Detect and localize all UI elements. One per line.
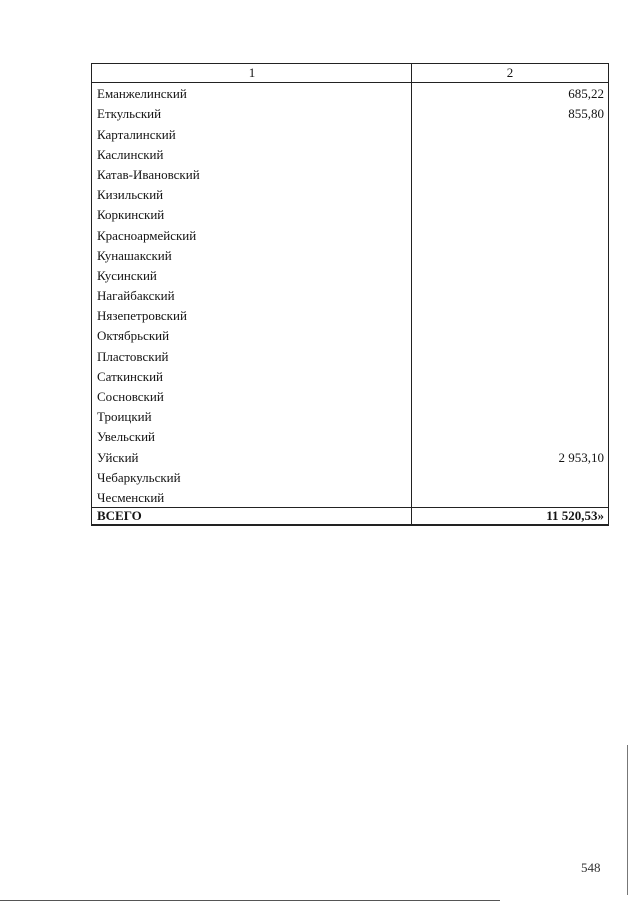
district-name: Кизильский (92, 184, 412, 204)
total-row (92, 507, 609, 525)
district-value (412, 467, 609, 487)
district-name: Коркинский (92, 204, 412, 224)
district-name: Увельский (92, 426, 412, 446)
total-value: 11 520,53» (412, 507, 609, 525)
district-name: Карталинский (92, 123, 412, 143)
table-row (92, 245, 609, 265)
table-row (92, 83, 609, 104)
district-value (412, 265, 609, 285)
table-row (92, 325, 609, 345)
district-name: Чебаркульский (92, 467, 412, 487)
table-row (92, 265, 609, 285)
table-row (92, 305, 609, 325)
district-value (412, 426, 609, 446)
column-header-2: 2 (412, 64, 609, 83)
table-row (92, 204, 609, 224)
district-name: Сосновский (92, 386, 412, 406)
table-row (92, 164, 609, 184)
district-value (412, 406, 609, 426)
total-label: ВСЕГО (92, 507, 412, 525)
district-name: Чесменский (92, 487, 412, 508)
district-value (412, 184, 609, 204)
district-name: Нагайбакский (92, 285, 412, 305)
table-row (92, 426, 609, 446)
table-row (92, 467, 609, 487)
district-name: Октябрьский (92, 325, 412, 345)
table-row (92, 345, 609, 365)
district-value: 685,22 (412, 83, 609, 104)
district-value (412, 204, 609, 224)
district-name: Каслинский (92, 144, 412, 164)
table-row (92, 446, 609, 466)
table-row (92, 123, 609, 143)
table-row (92, 487, 609, 508)
district-value (412, 487, 609, 508)
district-name: Уйский (92, 446, 412, 466)
district-value (412, 366, 609, 386)
district-value (412, 325, 609, 345)
district-value (412, 123, 609, 143)
district-value: 855,80 (412, 103, 609, 123)
page-number: 548 (581, 860, 601, 875)
district-name: Красноармейский (92, 224, 412, 244)
district-value (412, 345, 609, 365)
district-value (412, 305, 609, 325)
table-row (92, 406, 609, 426)
district-value (412, 245, 609, 265)
district-name: Саткинский (92, 366, 412, 386)
district-name: Нязепетровский (92, 305, 412, 325)
table-row (92, 184, 609, 204)
district-value (412, 144, 609, 164)
district-value (412, 285, 609, 305)
table-row (92, 285, 609, 305)
table-row (92, 144, 609, 164)
district-name: Кусинский (92, 265, 412, 285)
district-name: Троицкий (92, 406, 412, 426)
municipality-table (91, 63, 609, 526)
district-name: Пластовский (92, 345, 412, 365)
district-name: Еманжелинский (92, 83, 412, 104)
table-row (92, 386, 609, 406)
column-header-1: 1 (92, 64, 412, 83)
district-value: 2 953,10 (412, 446, 609, 466)
district-value (412, 386, 609, 406)
district-name: Кунашакский (92, 245, 412, 265)
scan-edge-mark (627, 745, 628, 895)
table-row (92, 103, 609, 123)
district-value (412, 164, 609, 184)
table-header-row (92, 64, 609, 83)
table-row (92, 224, 609, 244)
district-name: Еткульский (92, 103, 412, 123)
table-row (92, 366, 609, 386)
district-name: Катав-Ивановский (92, 164, 412, 184)
district-value (412, 224, 609, 244)
bottom-rule (0, 900, 500, 901)
